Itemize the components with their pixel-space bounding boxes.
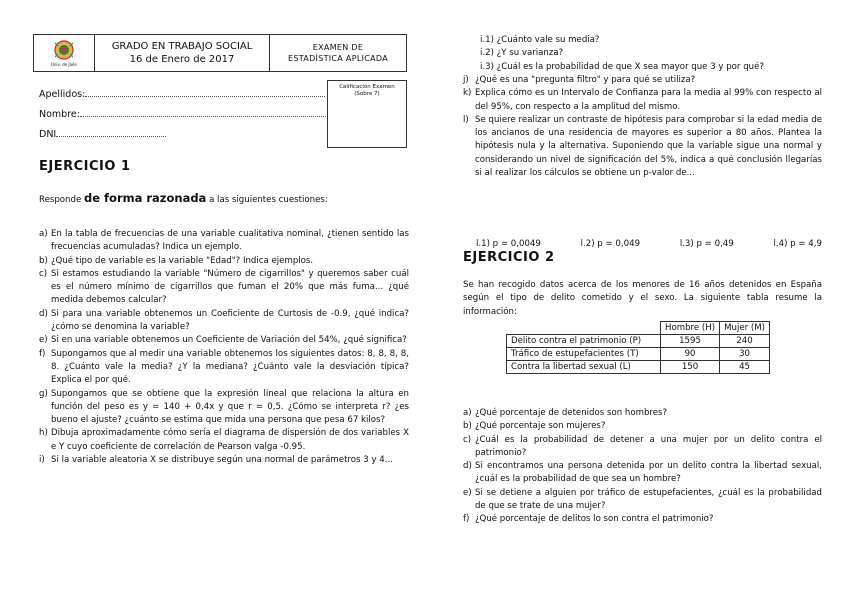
question-letter: c) xyxy=(39,268,48,279)
cell-female: 30 xyxy=(720,348,770,361)
exercise-2-questions xyxy=(463,407,822,527)
question-letter: j) xyxy=(463,75,469,85)
option-l3: l.3) p = 0,49 xyxy=(679,239,734,249)
exam-date: 16 de Enero de 2017 xyxy=(129,54,235,65)
question-item xyxy=(463,513,822,526)
question-text: Explica cómo es un Intervalo de Confianza para la media al 99% con respecto al del 95%, con respecto a la amplitud del mismo. xyxy=(475,88,822,112)
question-text: Si se detiene a alguien por tráfico de estupefacientes, ¿cuál es la probabilidad de que se trate de una mujer? xyxy=(475,487,822,512)
grade-box-subtitle: (Sobre 7) xyxy=(354,91,380,97)
exam-title-line2: ESTADÍSTICA APLICADA xyxy=(288,54,388,63)
row-label: Contra la libertad sexual (L) xyxy=(507,361,661,374)
question-item xyxy=(463,460,822,487)
question-text: ¿Qué es una "pregunta filtro" y para qué se utiliza? xyxy=(475,75,696,85)
question-text: ¿Qué porcentaje de delitos lo son contra el patrimonio? xyxy=(475,514,714,525)
question-item xyxy=(463,87,822,114)
question-text: ¿Qué porcentaje son mujeres? xyxy=(475,421,606,432)
question-letter: d) xyxy=(39,308,48,319)
column-header-male: Hombre (H) xyxy=(661,322,720,335)
question-item xyxy=(39,427,409,454)
question-item xyxy=(39,228,409,255)
question-item xyxy=(463,487,822,514)
question-letter: a) xyxy=(39,229,48,239)
dni-line xyxy=(56,128,166,137)
question-letter: c) xyxy=(463,434,472,445)
crest-icon xyxy=(51,39,77,61)
question-text: Si la variable aleatoria X se distribuye según una normal de parámetros 3 y 4... xyxy=(51,455,393,466)
question-letter: d) xyxy=(463,461,472,472)
question-text: Dibuja aproximadamente cómo sería el diagrama de dispersión de dos variables X e Y cuyo coeficiente de correlación de Pearson valga -0.95. xyxy=(51,428,409,452)
sub-item-i3: i.3) ¿Cuál es la probabilidad de que X sea mayor que 3 y por qué? xyxy=(480,61,764,72)
question-letter: g) xyxy=(39,388,48,399)
university-logo xyxy=(34,35,95,71)
question-item xyxy=(39,388,409,428)
question-text: Si estamos estudiando la variable "Número de cigarrillos" y queremos saber cuál es el número mínimo de cigarrillos que fuman el 20% que más fuma... ¿qué medida debemos calcular? xyxy=(51,268,409,306)
question-letter: f) xyxy=(463,514,470,525)
grade-box-title: Calificación Examen xyxy=(339,84,395,90)
exam-header xyxy=(33,34,407,72)
detainees-table xyxy=(506,321,770,374)
logo-caption: Univ. de Jaén xyxy=(50,62,78,67)
option-l2: l.2) p = 0,049 xyxy=(580,239,641,249)
exercise-1-questions-continued xyxy=(463,74,822,180)
question-letter: i) xyxy=(39,455,45,466)
exam-title xyxy=(270,35,406,71)
question-text: Si en una variable obtenemos un Coeficiente de Variación del 54%, ¿qué significa? xyxy=(51,335,407,346)
cell-male: 150 xyxy=(661,361,720,374)
question-letter: l) xyxy=(463,114,469,125)
table-corner xyxy=(507,322,661,335)
intro-post: a las siguientes cuestiones: xyxy=(209,195,328,205)
dni-field[interactable] xyxy=(39,128,166,140)
question-letter: b) xyxy=(463,421,472,432)
cell-female: 240 xyxy=(720,335,770,348)
table-row xyxy=(507,361,770,374)
question-text: ¿Cuál es la probabilidad de detener a una mujer por un delito contra el patrimonio? xyxy=(475,434,822,458)
option-l4: l.4) p = 4,9 xyxy=(773,239,822,249)
table-row xyxy=(507,348,770,361)
surname-field[interactable] xyxy=(39,88,325,100)
question-letter: a) xyxy=(463,408,472,418)
intro-pre: Responde xyxy=(39,195,82,205)
question-text: Si encontramos una persona detenida por un delito contra la libertad sexual, ¿cuál es la probabilidad de que sea un hombre? xyxy=(475,461,822,485)
question-letter: h) xyxy=(39,428,48,439)
row-label: Tráfico de estupefacientes (T) xyxy=(507,348,661,361)
question-item xyxy=(39,255,409,268)
question-item xyxy=(463,434,822,461)
exercise-1-intro xyxy=(39,192,328,207)
question-letter: e) xyxy=(463,487,472,498)
name-label: Nombre: xyxy=(39,109,80,120)
question-item xyxy=(39,348,409,388)
table-row xyxy=(507,335,770,348)
question-item xyxy=(463,114,822,180)
exam-title-line1: EXAMEN DE xyxy=(312,43,364,52)
name-line xyxy=(80,108,328,117)
question-letter: f) xyxy=(39,348,46,359)
question-i-subitems xyxy=(480,34,810,74)
surname-line xyxy=(85,88,325,97)
question-item xyxy=(463,420,822,433)
question-item xyxy=(39,308,409,335)
question-text: En la tabla de frecuencias de una variable cualitativa nominal, ¿tienen sentido las frecuencias acumuladas? Indica un ejemplo. xyxy=(51,229,409,253)
table-header-row xyxy=(507,322,770,335)
cell-male: 90 xyxy=(661,348,720,361)
dni-label: DNI xyxy=(39,129,57,140)
column-header-female: Mujer (M) xyxy=(720,322,770,335)
question-text: Se quiere realizar un contraste de hipótesis para comprobar si la edad media de los ancianos de una residencia de mayores es superior a 80 años. Plantea la hipótesis nula y la alternativa. Suponiendo que la variable sigue una normal y considerando un nivel de significación del 5%, indica a qué conclusión llegarías si al realizar los cálculos se obtiene un p-valor de... xyxy=(475,114,822,179)
question-text: ¿Qué porcentaje de detenidos son hombres? xyxy=(475,408,668,418)
question-letter: e) xyxy=(39,335,48,346)
question-text: Si para una variable obtenemos un Coeficiente de Curtosis de -0.9, ¿qué indica? ¿cómo se denomina la variable? xyxy=(51,308,409,333)
question-item xyxy=(463,407,822,420)
exercise-2-intro: Se han recogido datos acerca de los menores de 16 años detenidos en España según el tipo de delito cometido y el sexo. La siguiente tabla resume la información: xyxy=(463,280,822,317)
intro-emphasis: de forma razonada xyxy=(84,191,207,205)
question-item xyxy=(39,454,409,467)
cell-female: 45 xyxy=(720,361,770,374)
degree-name: GRADO EN TRABAJO SOCIAL xyxy=(111,41,253,52)
question-item xyxy=(39,268,409,308)
exercise-1-title: EJERCICIO 1 xyxy=(39,159,131,174)
surname-label: Apellidos: xyxy=(39,89,86,100)
row-label: Delito contra el patrimonio (P) xyxy=(507,335,661,348)
degree-info xyxy=(95,35,270,71)
question-text: ¿Qué tipo de variable es la variable "Edad"? Indica ejemplos. xyxy=(51,255,314,266)
exercise-1-questions xyxy=(39,228,409,467)
name-field[interactable] xyxy=(39,108,328,120)
exercise-2-title: EJERCICIO 2 xyxy=(463,250,555,265)
question-item xyxy=(39,334,409,347)
cell-male: 1595 xyxy=(661,335,720,348)
question-letter: b) xyxy=(39,255,48,266)
question-letter: k) xyxy=(463,88,472,99)
question-text: Supongamos que al medir una variable obtenemos los siguientes datos: 8, 8, 8, 8, 8. ¿Cuánto vale la media? ¿Y la mediana? ¿Cuánto vale la desviación típica? Explica el por qué. xyxy=(51,348,409,386)
grade-box xyxy=(327,80,407,148)
question-item xyxy=(463,74,822,87)
question-text: Supongamos que se obtiene que la expresión lineal que relaciona la altura en función del peso es y = 140 + 0,4x y que r = 0,5. ¿Cómo se interpreta r? ¿es bueno el ajuste? ¿cuánto se estima que mida una persona que pesa 67 kilos? xyxy=(51,388,409,426)
sub-item-i1: i.1) ¿Cuánto vale su media? xyxy=(480,35,600,45)
option-l1: l.1) p = 0,0049 xyxy=(476,239,541,249)
sub-item-i2: i.2) ¿Y su varianza? xyxy=(480,48,564,59)
